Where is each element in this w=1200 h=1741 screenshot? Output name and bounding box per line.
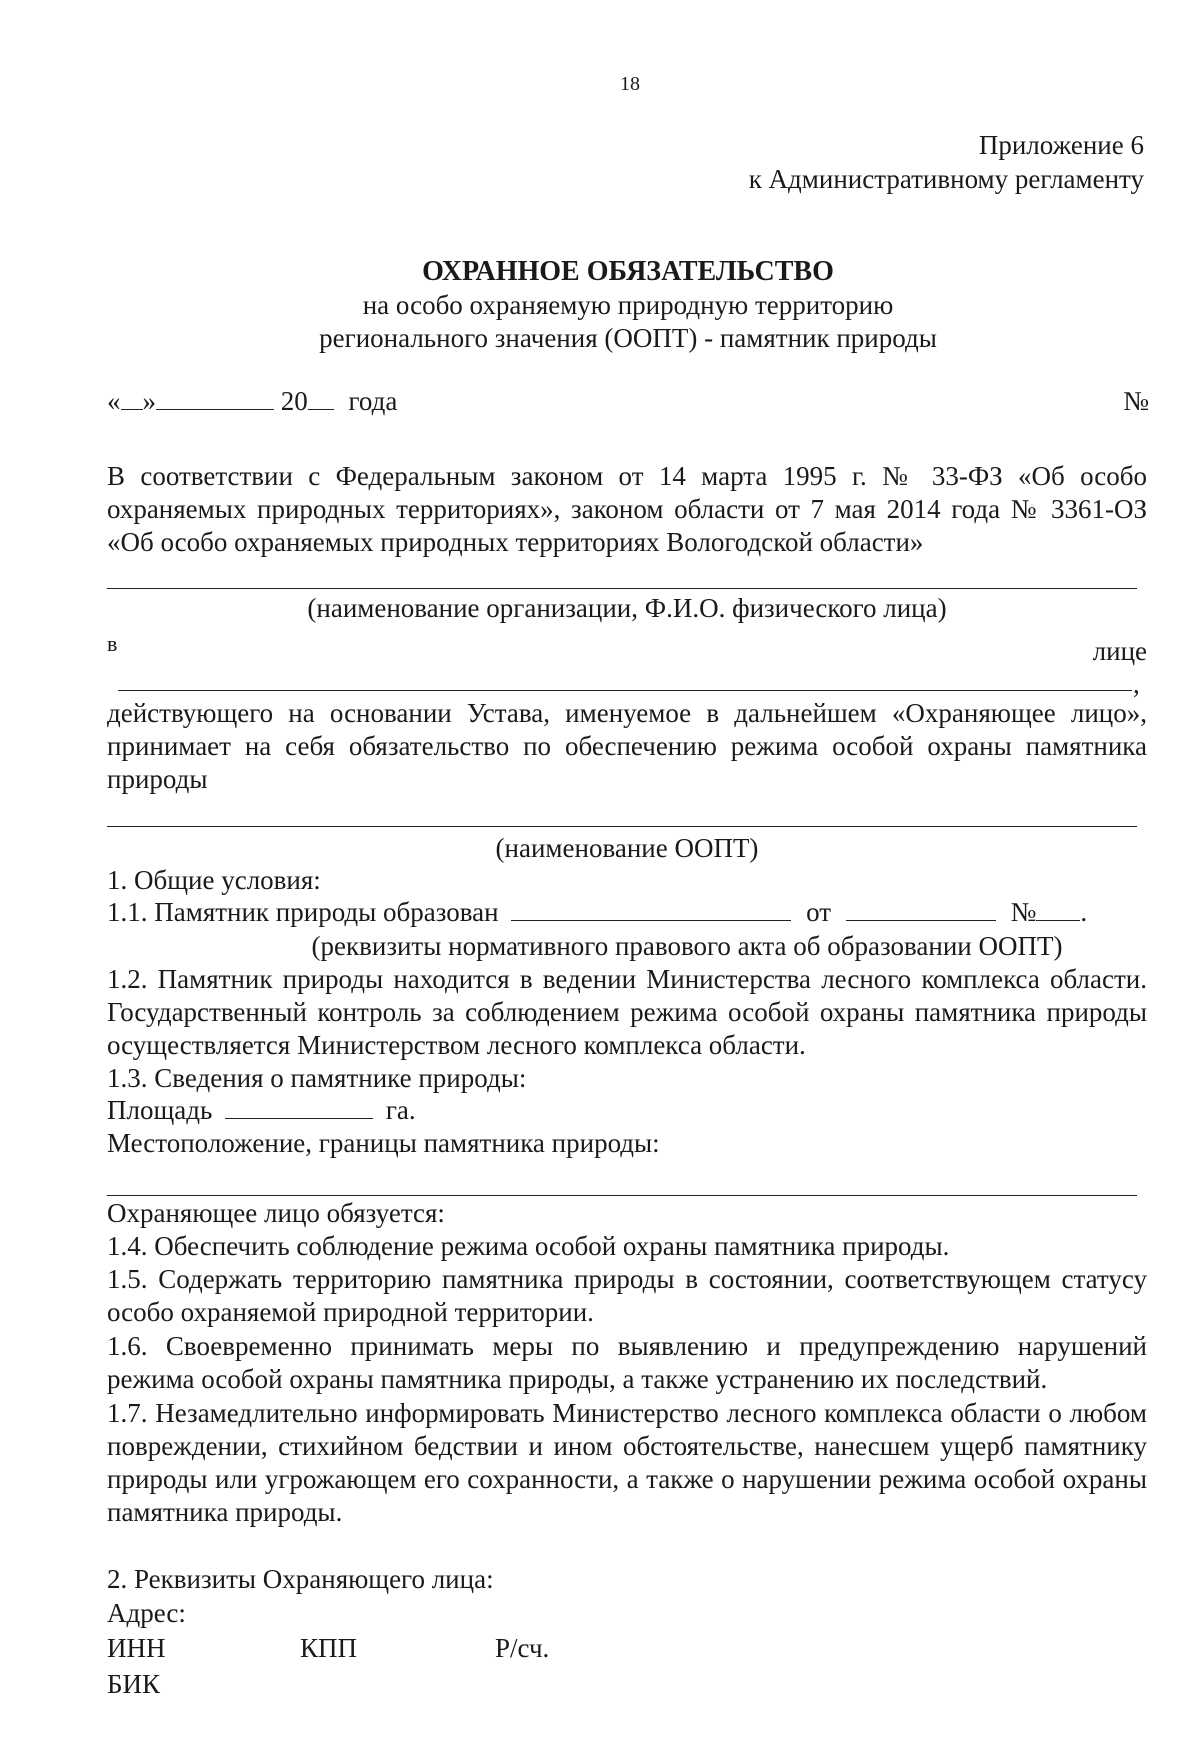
area-unit: га.: [385, 1095, 416, 1125]
year-prefix: 20: [280, 386, 308, 416]
act-number-blank: [1036, 896, 1080, 921]
year-blank: [308, 385, 334, 410]
in-person-line: [107, 627, 1147, 668]
act-date-blank: [846, 896, 996, 921]
item-1-5: 1.5. Содержать территорию памятника природы в состоянии, соответствующем статусу особо охраняемой природной территории.: [107, 1264, 1147, 1327]
in-word: в: [107, 631, 118, 656]
person-word: лице: [1092, 636, 1147, 666]
item-1-1-text: 1.1. Памятник природы образован: [107, 897, 499, 927]
act-caption: (реквизиты нормативного правового акта об образовании ООПТ): [311, 931, 1063, 961]
item-1-1: [107, 896, 1147, 929]
bik-label: БИК: [107, 1669, 161, 1699]
title-block: [28, 255, 1200, 355]
item-1-1-number: №: [1010, 897, 1037, 927]
item-1-1-end: .: [1080, 897, 1088, 927]
item-1-7: 1.7. Незамедлительно информировать Министерство лесного комплекса области о любом повреждении, стихийном бедствии и ином обстоятельстве, нанесшем ущерб памятнику природы или угрожающем его сохранности, а также о нарушении режима особой охраны памятника природы.: [107, 1398, 1147, 1527]
trailing-comma: ,: [1133, 669, 1140, 699]
item-1-4: 1.4. Обеспечить соблюдение режима особой охраны памятника природы.: [107, 1231, 950, 1261]
section-2-title: 2. Реквизиты Охраняющего лица:: [107, 1564, 494, 1594]
bank-details-row: [107, 1632, 1147, 1665]
obliged-text: Охраняющее лицо обязуется:: [107, 1198, 445, 1228]
appendix-note: [749, 128, 1144, 196]
org-name-line: [107, 588, 1137, 589]
month-blank: [156, 385, 274, 410]
org-caption: (наименование организации, Ф.И.О. физического лица): [307, 593, 947, 623]
date-field: [107, 385, 397, 418]
item-1-3: 1.3. Сведения о памятнике природы:: [107, 1063, 527, 1093]
section-1-title: 1. Общие условия:: [107, 865, 321, 895]
item-1-1-from: от: [806, 897, 832, 927]
item-1-2: 1.2. Памятник природы находится в ведении Министерства лесного комплекса области. Государственный контроль за соблюдением режима особой охраны памятника природы осуществляется Министерством лесного комплекса области.: [107, 964, 1147, 1060]
person-name-line: [118, 690, 1132, 691]
area-blank: [225, 1094, 373, 1119]
kpp-label: КПП: [300, 1633, 358, 1663]
page-number: 18: [620, 73, 640, 95]
acting-paragraph: действующего на основании Устава, именуемое в дальнейшем «Охраняющее лицо», принимает на себя обязательство по обеспечению режима особой охраны памятника природы: [107, 698, 1147, 794]
location-line: [107, 1195, 1137, 1196]
number-sign: №: [1123, 386, 1149, 416]
document-title: ОХРАННОЕ ОБЯЗАТЕЛЬСТВО: [422, 256, 834, 287]
appendix-line-1: Приложение 6: [978, 130, 1144, 160]
oopt-caption: (наименование ООПТ): [495, 833, 759, 863]
act-blank: [511, 896, 791, 921]
open-quote: «: [107, 386, 121, 416]
oopt-name-line: [107, 826, 1137, 827]
item-1-6: 1.6. Своевременно принимать меры по выявлению и предупреждению нарушений режима особой охраны памятника природы, а также устранению их последствий.: [107, 1331, 1147, 1394]
area-label: Площадь: [107, 1095, 213, 1125]
area-line: [107, 1094, 1147, 1127]
intro-paragraph: В соответствии с Федеральным законом от 14 марта 1995 г. № 33-ФЗ «Об особо охраняемых природных территориях», законом области от 7 мая 2014 года № 3361-ОЗ «Об особо охраняемых природных территориях Вологодской области»: [107, 461, 1147, 557]
close-quote: »: [142, 386, 156, 416]
year-suffix: года: [348, 386, 398, 416]
document-subtitle-1: на особо охраняемую природную территорию: [362, 290, 894, 320]
inn-label: ИНН: [107, 1633, 166, 1663]
account-label: Р/сч.: [495, 1633, 550, 1663]
location-label: Местоположение, границы памятника природы:: [107, 1128, 660, 1158]
address-label: Адрес:: [107, 1598, 186, 1628]
document-subtitle-2: регионального значения (ООПТ) - памятник природы: [319, 323, 937, 353]
date-line: [107, 385, 1147, 418]
day-blank: [121, 385, 143, 410]
appendix-line-2: к Административному регламенту: [748, 164, 1144, 194]
